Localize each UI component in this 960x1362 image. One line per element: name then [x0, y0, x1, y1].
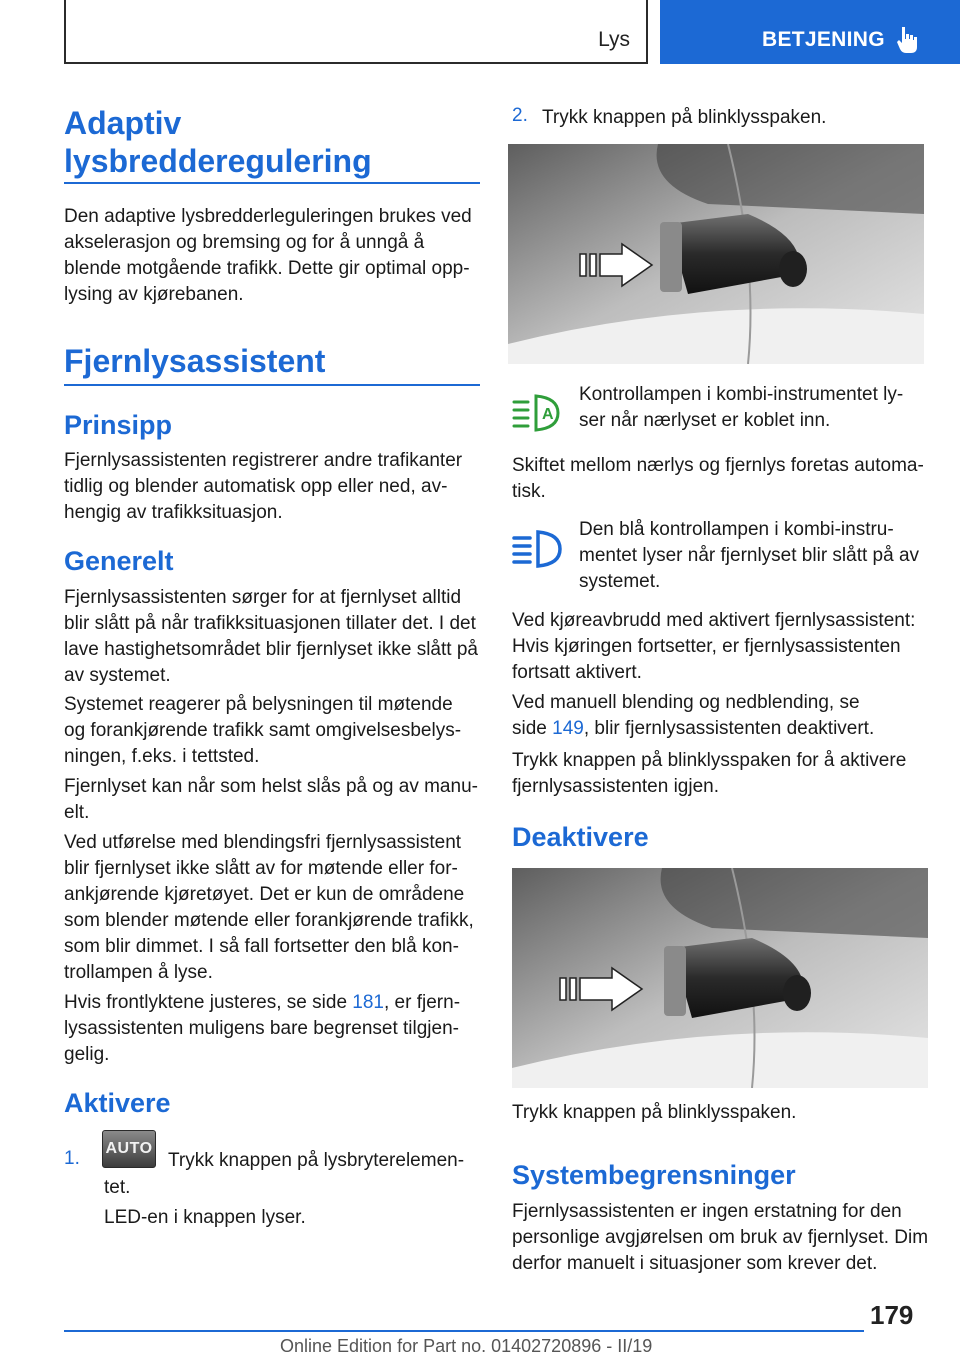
indicator-blue-text	[579, 517, 919, 595]
text-line: Den adaptive lysbredderleguleringen brukes ved	[64, 206, 472, 227]
deaktivere-text: Trykk knappen på blinklysspaken.	[512, 1102, 797, 1123]
text-line: Hvis kjøringen fortsetter, er fjernlysassistenten	[512, 636, 901, 657]
text-line: Ved utførelse med blendingsfri fjernlysassistent	[64, 832, 462, 853]
text-line: blende motgående trafikk. Dette gir optimal opp-	[64, 258, 470, 279]
auto-button-icon: AUTO	[102, 1130, 156, 1168]
text-line: Fjernlysassistenten er ingen erstatning for den	[512, 1201, 902, 1222]
text-line: Ved manuell blending og nedblending, se	[512, 692, 860, 713]
heading-fjernlysassistent: Fjernlysassistent	[64, 343, 326, 379]
text-line: og forankjørende trafikk samt omgivelsesbelys-	[64, 720, 462, 741]
text-line: systemet.	[579, 571, 661, 592]
text-line: mentet lyser når fjernlyset blir slått på av	[579, 545, 920, 566]
text-line: blir slått på når trafikksituasjonen tillater det. I det	[64, 613, 476, 634]
header-chapter-tab[interactable]	[660, 0, 960, 64]
adaptiv-paragraph	[64, 204, 472, 308]
svg-text:A: A	[542, 406, 554, 423]
heading-deaktivere: Deaktivere	[512, 822, 649, 852]
text-line: derfor manuelt i situasjoner som krever det.	[512, 1253, 878, 1274]
text-segment: , er fjern-	[384, 992, 461, 1013]
text-line: Trykk knappen på blinklysspaken for å aktivere	[512, 750, 907, 771]
text-line: elt.	[64, 802, 90, 823]
text-line: akselerasjon og bremsing og for å unngå å	[64, 232, 425, 253]
divider	[64, 384, 480, 386]
text-line: lysing av kjørebanen.	[64, 284, 244, 305]
text-line: hengig av trafikksituasjon.	[64, 502, 283, 523]
heading-adaptiv	[64, 104, 372, 180]
heading-adaptiv-line2: lysbredderegulering	[64, 143, 372, 179]
text-line: Fjernlysassistenten registrerer andre trafikanter	[64, 450, 463, 471]
turn-signal-lever-photo-2	[512, 868, 928, 1088]
text-line: Fjernlyset kan når som helst slås på og av manu-	[64, 776, 478, 797]
heading-systembegrensninger: Systembegrensninger	[512, 1160, 796, 1190]
indicator-green-text	[579, 382, 903, 434]
text-line: trollampen å lyse.	[64, 962, 213, 983]
divider	[64, 182, 480, 184]
text-segment: side	[512, 718, 553, 739]
step-1-subtext: LED-en i knappen lyser.	[104, 1207, 306, 1228]
prinsipp-paragraph	[64, 448, 462, 526]
heading-prinsipp: Prinsipp	[64, 410, 173, 440]
text-line: ser når nærlyset er koblet inn.	[579, 410, 831, 431]
text-line: Kontrollampen i kombi-instrumentet ly-	[579, 384, 904, 405]
text-line: tidlig og blender automatisk opp eller ned, av-	[64, 476, 448, 497]
auto-light-indicator-icon	[512, 392, 564, 434]
step-2-text: Trykk knappen på blinklysspaken.	[542, 107, 827, 128]
step-1-text: Trykk knappen på lysbryterelemen-	[168, 1150, 465, 1171]
text-line: ankjørende kjøretøyet. Det er kun de områdene	[64, 884, 465, 905]
generelt-paragraph-3	[64, 774, 478, 826]
text-line: som blir dimmet. I så fall fortsetter den blå kon-	[64, 936, 459, 957]
high-beam-indicator-icon	[512, 528, 564, 570]
generelt-paragraph-4	[64, 830, 474, 986]
generelt-paragraph-5	[64, 990, 460, 1068]
step-2-number: 2.	[512, 105, 528, 126]
text-segment: Hvis frontlyktene justeres, se side	[64, 992, 353, 1013]
text-line: Ved kjøreavbrudd med aktivert fjernlysassistent:	[512, 610, 916, 631]
header-chapter-label: BETJENING	[762, 28, 885, 51]
igjen-paragraph	[512, 748, 906, 800]
pointing-hand-icon	[896, 25, 920, 55]
text-line: ningen, f.eks. i tettsted.	[64, 746, 260, 767]
page-number: 179	[870, 1300, 914, 1330]
text-line: lysassistenten muligens bare begrenset tilgjen-	[64, 1018, 459, 1039]
system-paragraph	[512, 1199, 928, 1277]
text-line: personlige avgjørelsen om bruk av fjernlyset. Dim	[512, 1227, 929, 1248]
text-line: tisk.	[512, 481, 546, 502]
heading-adaptiv-line1: Adaptiv	[64, 105, 182, 141]
manuell-paragraph	[512, 690, 874, 742]
page-link-149[interactable]: 149	[552, 718, 584, 739]
step-1-text-cont: tet.	[104, 1177, 131, 1198]
generelt-paragraph-1	[64, 585, 478, 689]
heading-generelt: Generelt	[64, 546, 174, 576]
page-link-181[interactable]: 181	[352, 992, 384, 1013]
text-line: Den blå kontrollampen i kombi-instru-	[579, 519, 894, 540]
header-section-box	[64, 0, 648, 64]
switch-paragraph	[512, 453, 924, 505]
text-segment: , blir fjernlysassistenten deaktivert.	[583, 718, 875, 739]
text-line: fortsatt aktivert.	[512, 662, 642, 683]
turn-signal-lever-photo-1	[508, 144, 924, 364]
text-line: fjernlysassistenten igjen.	[512, 776, 719, 797]
step-1-number: 1.	[64, 1148, 80, 1169]
footer-edition: Online Edition for Part no. 01402720896 - II/19	[280, 1336, 653, 1356]
text-line: som blender møtende eller forankjørende trafikk,	[64, 910, 474, 931]
text-line: lave hastighetsområdet blir fjernlyset ikke slått på	[64, 639, 478, 660]
text-line: Systemet reagerer på belysningen til møtende	[64, 694, 453, 715]
text-line: Fjernlysassistenten sørger for at fjernlyset alltid	[64, 587, 462, 608]
text-line: gelig.	[64, 1044, 110, 1065]
text-line: blir fjernlyset ikke slått av for møtende eller for-	[64, 858, 458, 879]
text-line: av systemet.	[64, 665, 171, 686]
text-line: Skiftet mellom nærlys og fjernlys foretas automa-	[512, 455, 924, 476]
generelt-paragraph-2	[64, 692, 461, 770]
header-section-title: Lys	[598, 28, 630, 51]
avbrudd-paragraph	[512, 608, 915, 686]
heading-aktivere: Aktivere	[64, 1088, 171, 1118]
footer-divider	[64, 1330, 864, 1332]
